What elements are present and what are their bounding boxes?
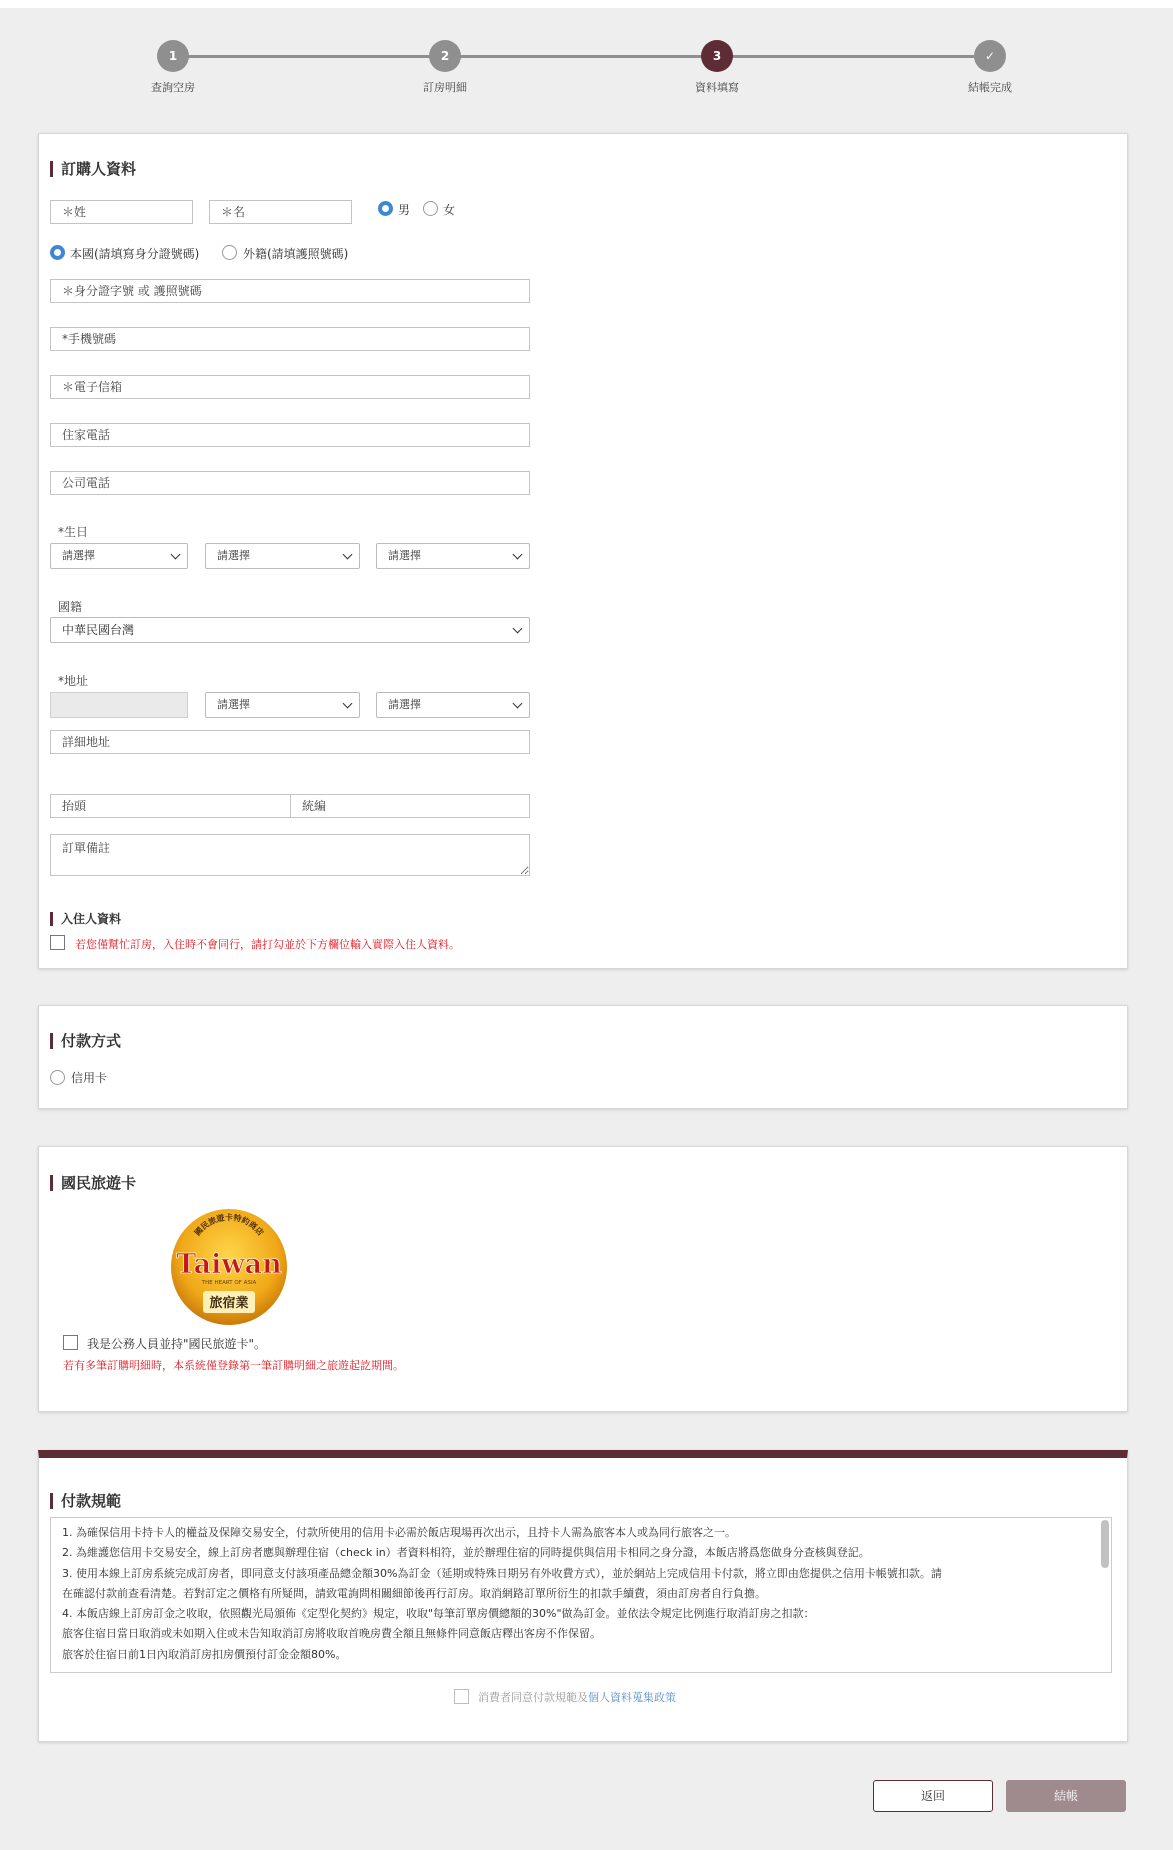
address-detail-input[interactable] [50,730,530,754]
step-number: 2 [429,40,461,72]
logo-arc-text: 國民旅遊卡特約商店 [192,1213,266,1238]
terms-line: 2. 為維護您信用卡交易安全，線上訂房者應與辦理住宿（check in）者資料相符，並於辦理住宿的同時提供與信用卡相同之身分證，本飯店將爲您做身分查核與登記。 [62,1546,870,1560]
step-number: 1 [157,40,189,72]
select-value: 中華民國台灣 [62,623,135,637]
step-fill-info [657,38,777,95]
terms-section-title: 付款規範 [50,1492,121,1510]
step-number: 3 [701,40,733,72]
terms-line: 旅客於住宿日前1日內取消訂房扣房價預付訂金金額80%。 [62,1647,347,1661]
birthday-label: *生日 [58,525,89,539]
chevron-down-icon [171,550,181,560]
civil-servant-checkbox[interactable] [63,1335,78,1350]
address-label: *地址 [58,674,89,688]
chevron-down-icon [343,699,353,709]
civil-servant-label: 我是公務人員並持"國民旅遊卡"。 [87,1337,267,1351]
birthday-year-select[interactable] [50,543,188,569]
taiwan-travel-card-logo [170,1207,288,1327]
terms-line: 在確認付款前查看清楚。若對訂定之價格有所疑問，請致電詢問相關細節後再行訂房。取消網路訂單所衍生的扣款手續費，須由訂房者自行負擔。 [62,1586,766,1600]
logo-tagline: THE HEART OF ASIA [201,1280,257,1286]
select-value: 請選擇 [217,698,250,711]
step-label: 查詢空房 [151,81,195,94]
gender-female-label: 女 [443,203,456,217]
last-name-input[interactable] [50,200,193,224]
payment-method-panel [38,1005,1128,1109]
country-select[interactable] [50,617,530,643]
credit-card-label: 信用卡 [71,1071,108,1085]
select-value: 請選擇 [62,549,95,562]
select-value: 請選擇 [388,549,421,562]
travel-card-notice: 若有多筆訂購明細時，本系統僅登錄第一筆訂購明細之旅遊起訖期間。 [63,1359,404,1372]
terms-line: 3. 使用本線上訂房系統完成訂房者，即同意支付該項產品總金額30%為訂金（延期或特殊日期另有外收費方式），並於網站上完成信用卡付款，將立即由您提供之信用卡帳號扣款。請 [62,1566,942,1580]
email-input[interactable] [50,375,530,399]
back-button[interactable]: 返回 [873,1780,993,1812]
guest-different-checkbox[interactable] [50,935,65,950]
travel-card-section-title: 國民旅遊卡 [50,1174,136,1192]
agree-terms-checkbox[interactable] [454,1689,469,1704]
step-complete [930,38,1050,95]
invoice-title-input[interactable] [50,794,291,818]
gender-male-radio[interactable] [378,201,393,216]
order-note-textarea[interactable] [50,834,530,876]
birthday-month-select[interactable] [205,543,360,569]
country-label: 國籍 [58,600,83,614]
chevron-down-icon [513,624,523,634]
credit-card-radio[interactable] [50,1070,65,1085]
logo-bottom-text: 旅宿業 [209,1296,249,1311]
step-booking-details [385,38,505,95]
agree-terms-prefix: 消費者同意付款規範及 [478,1691,588,1704]
buyer-section-title: 訂購人資料 [50,160,136,178]
id-number-input[interactable] [50,279,530,303]
nationality-domestic-label: 本國(請填寫身分證號碼) [70,247,200,261]
chevron-down-icon [513,699,523,709]
step-label: 訂房明細 [423,81,467,94]
office-phone-input[interactable] [50,471,530,495]
check-icon: ✓ [974,40,1006,72]
select-value: 請選擇 [388,698,421,711]
terms-line: 旅客住宿日當日取消或未如期入住或未告知取消訂房將收取首晚房費全額且無條件同意飯店釋出客房不作保留。 [62,1627,601,1641]
terms-scrollbar[interactable] [1101,1520,1109,1670]
travel-card-panel [38,1146,1128,1412]
step-search-rooms [113,38,233,95]
gender-male-label: 男 [398,203,411,217]
terms-line: 4. 本飯店線上訂房訂金之收取，依照觀光局頒佈《定型化契約》規定，收取"每筆訂單房價總額的30%"做為訂金。並依法令規定比例進行取消訂房之扣款： [62,1607,815,1621]
home-phone-input[interactable] [50,423,530,447]
payment-terms-panel [38,1450,1128,1742]
address-city-select[interactable] [205,692,360,718]
terms-scrollbar-thumb[interactable] [1101,1520,1109,1568]
nationality-foreign-label: 外籍(請填護照號碼) [243,247,349,261]
logo-word: Taiwan [176,1249,282,1280]
postal-code-field [50,692,188,718]
step-label: 資料填寫 [695,81,739,94]
first-name-input[interactable] [209,200,352,224]
checkout-button[interactable]: 結帳 [1006,1780,1126,1812]
top-strip [0,0,1173,8]
guest-notice: 若您僅幫忙訂房，入住時不會同行，請打勾並於下方欄位輸入實際入住人資料。 [75,938,460,951]
payment-section-title: 付款方式 [50,1032,121,1050]
select-value: 請選擇 [217,549,250,562]
nationality-domestic-radio[interactable] [50,245,65,260]
gender-female-radio[interactable] [423,201,438,216]
tax-id-input[interactable] [290,794,530,818]
mobile-input[interactable] [50,327,530,351]
progress-stepper [0,38,1173,98]
agree-terms-label [478,1689,676,1705]
address-district-select[interactable] [376,692,530,718]
chevron-down-icon [513,550,523,560]
stepper-line [173,55,990,58]
nationality-foreign-radio[interactable] [222,245,237,260]
chevron-down-icon [343,550,353,560]
terms-scroll-box[interactable] [50,1517,1112,1673]
birthday-day-select[interactable] [376,543,530,569]
privacy-policy-link[interactable]: 個人資料蒐集政策 [588,1691,676,1704]
terms-line: 1. 為確保信用卡持卡人的權益及保障交易安全，付款所使用的信用卡必需於飯店現場再次出示，且持卡人需為旅客本人或為同行旅客之一。 [62,1526,736,1539]
guest-section-title: 入住人資料 [50,911,121,927]
buyer-info-panel [38,133,1128,969]
step-label: 結帳完成 [968,81,1012,94]
